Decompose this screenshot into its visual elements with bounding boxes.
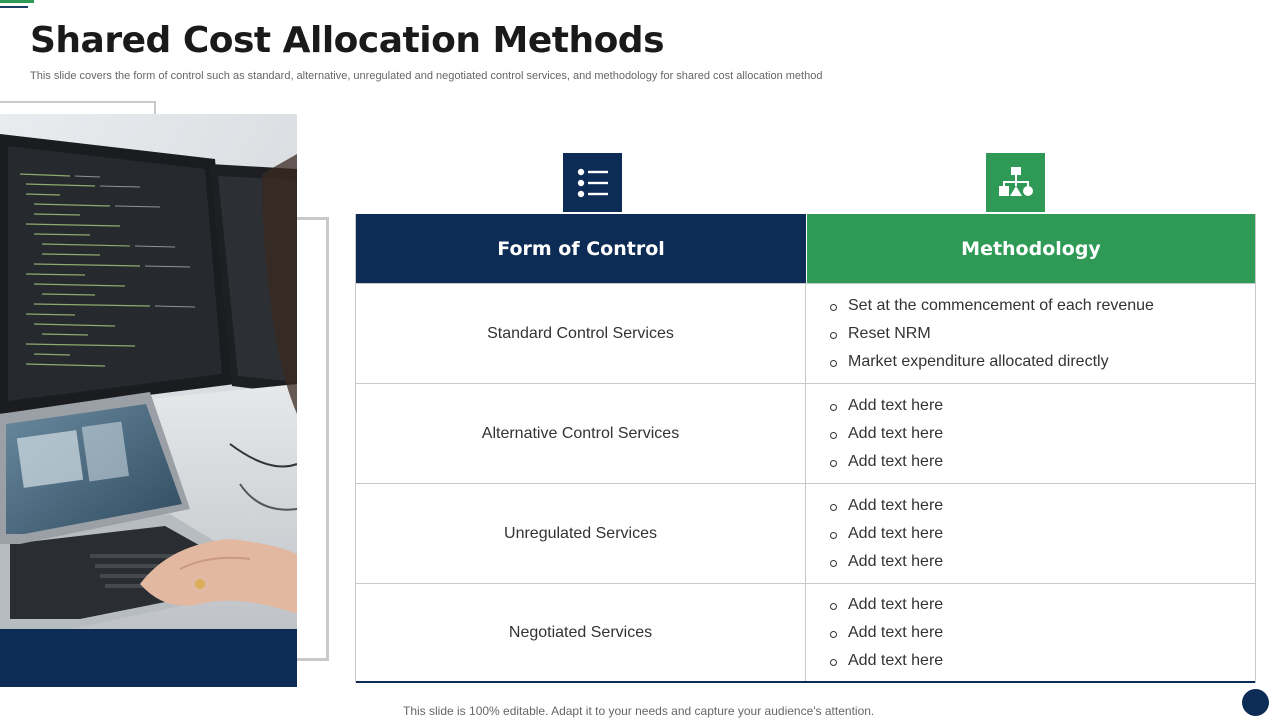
methodology-text: Add text here [848,425,944,442]
methodology-text: Add text here [848,624,944,641]
methodology-cell [806,484,1255,583]
slide-subtitle: This slide covers the form of control such as standard, alternative, unregulated and negotiated control services, and methodology for shared cost allocation method [30,70,823,82]
table-row [356,483,1255,583]
circle-bullet-icon [830,603,837,610]
table-header-row [356,214,1255,283]
list-icon [576,167,610,199]
accent-bar [0,0,34,3]
photo-navy-block [0,628,297,687]
control-cell: Standard Control Services [356,284,806,383]
control-cell: Negotiated Services [356,584,806,681]
circle-bullet-icon [830,659,837,666]
circle-bullet-icon [830,404,837,411]
circle-bullet-icon [830,460,837,467]
methodology-text: Add text here [848,397,944,414]
methodology-item [830,496,1255,515]
methodology-text: Reset NRM [848,325,931,342]
circle-bullet-icon [830,504,837,511]
circle-bullet-icon [830,560,837,567]
header-methodology: Methodology [806,214,1255,283]
methodology-item [830,296,1255,315]
header-form-of-control: Form of Control [356,214,806,283]
page-indicator [1242,689,1269,716]
control-cell: Alternative Control Services [356,384,806,483]
methodology-cell [806,284,1255,383]
table-row [356,383,1255,483]
slide-footer: This slide is 100% editable. Adapt it to your needs and capture your audience's attention. [403,704,875,718]
table-row [356,283,1255,383]
methodology-text: Add text here [848,453,944,470]
methodology-item [830,452,1255,471]
methodology-text: Market expenditure allocated directly [848,353,1109,370]
methodology-text: Add text here [848,596,944,613]
methodology-item [830,524,1255,543]
methodology-cell [806,584,1255,681]
methodology-item [830,552,1255,571]
circle-bullet-icon [830,631,837,638]
methodology-item [830,352,1255,371]
methodology-cell [806,384,1255,483]
methodology-item [830,424,1255,443]
methodology-item [830,623,1255,642]
allocation-table [355,214,1256,683]
circle-bullet-icon [830,332,837,339]
methodology-item [830,396,1255,415]
photo-frame-corner [154,101,156,115]
methodology-item [830,595,1255,614]
circle-bullet-icon [830,360,837,367]
methodology-item [830,324,1255,343]
table-row [356,583,1255,683]
accent-bar-secondary [0,6,28,8]
slide-title: Shared Cost Allocation Methods [30,20,665,61]
methodology-text: Add text here [848,652,944,669]
workspace-photo [0,114,297,629]
circle-bullet-icon [830,532,837,539]
hierarchy-icon [999,166,1033,200]
circle-bullet-icon [830,304,837,311]
methodology-item [830,651,1255,670]
hierarchy-icon-box [986,153,1045,212]
photo-frame-top-line [0,101,156,103]
methodology-text: Add text here [848,497,944,514]
methodology-text: Add text here [848,525,944,542]
methodology-text: Set at the commencement of each revenue [848,297,1154,314]
circle-bullet-icon [830,432,837,439]
control-cell: Unregulated Services [356,484,806,583]
methodology-text: Add text here [848,553,944,570]
list-icon-box [563,153,622,212]
